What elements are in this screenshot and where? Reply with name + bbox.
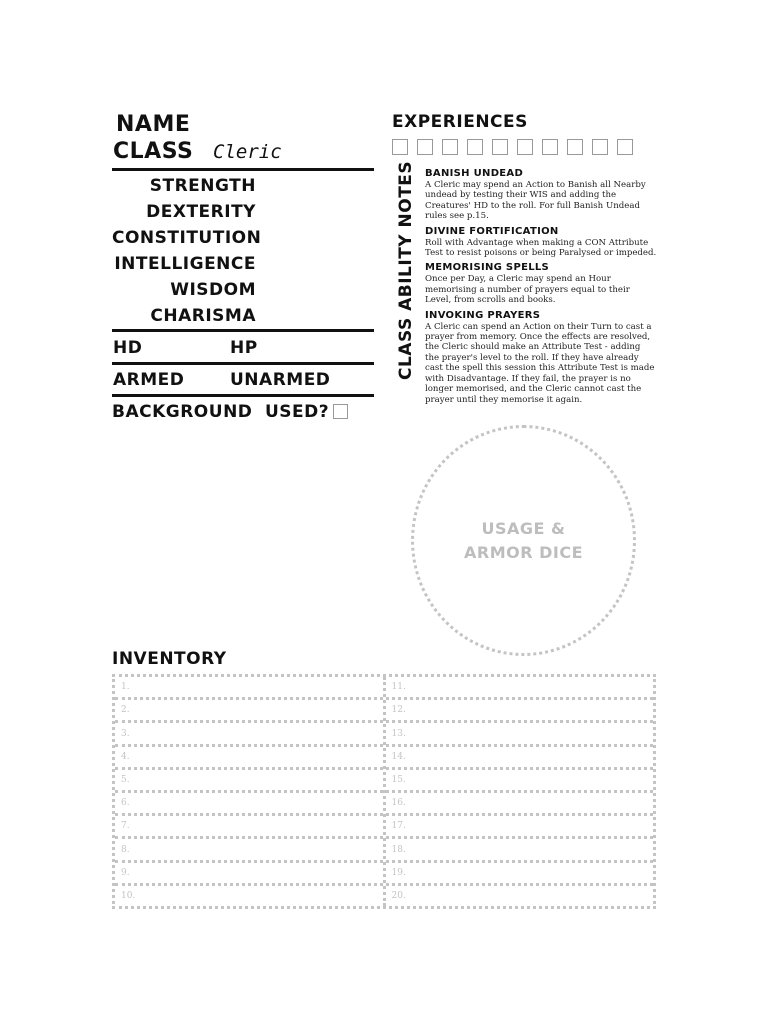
note-title: DIVINE FORTIFICATION — [425, 225, 559, 237]
note-banish-undead — [425, 168, 657, 222]
experience-checkbox[interactable] — [467, 139, 483, 155]
name-label: NAME — [116, 112, 191, 137]
experience-checkbox[interactable] — [442, 139, 458, 155]
experiences-title: EXPERIENCES — [392, 112, 528, 132]
note-title: MEMORISING SPELLS — [425, 262, 550, 274]
experience-checkboxes — [392, 139, 633, 155]
inventory-grid — [112, 674, 656, 909]
inventory-slot[interactable]: 11. — [386, 677, 654, 700]
note-divine-fortification — [425, 226, 657, 259]
inventory-slot[interactable]: 10. — [121, 890, 136, 901]
dice-label-line2: ARMOR DICE — [463, 542, 584, 562]
class-label: CLASS — [113, 139, 194, 164]
inventory-column-right — [383, 677, 654, 906]
experience-checkbox[interactable] — [567, 139, 583, 155]
usage-armor-dice-circle[interactable] — [411, 425, 636, 656]
note-text: Roll with Advantage when making a CON Attribute Test to resist poisons or being Paralysed or impeded. — [425, 237, 657, 259]
experience-checkbox[interactable] — [542, 139, 558, 155]
experience-checkbox[interactable] — [492, 139, 508, 155]
note-title: BANISH UNDEAD — [425, 168, 524, 179]
experience-checkbox[interactable] — [617, 139, 633, 155]
inventory-title: INVENTORY — [112, 649, 227, 669]
inventory-column-left — [115, 677, 383, 906]
inventory-slot[interactable]: 7. — [115, 816, 383, 839]
attribute-constitution: CONSTITUTION — [112, 228, 262, 248]
hp-label: HP — [230, 338, 258, 358]
inventory-slot[interactable]: 18. — [386, 839, 654, 862]
inventory-slot[interactable]: 5. — [115, 770, 383, 793]
inventory-slot[interactable]: 13. — [386, 723, 654, 746]
hd-label: HD — [113, 338, 143, 358]
armed-label: ARMED — [113, 370, 185, 390]
attribute-charisma: CHARISMA — [150, 306, 256, 326]
divider-armed — [112, 394, 374, 397]
experience-checkbox[interactable] — [592, 139, 608, 155]
inventory-slot[interactable]: 17. — [386, 816, 654, 839]
class-value[interactable]: Cleric — [213, 141, 282, 163]
experience-checkbox[interactable] — [517, 139, 533, 155]
inventory-slot[interactable]: 12. — [386, 700, 654, 723]
used-checkbox[interactable] — [333, 404, 348, 419]
note-text: Once per Day, a Cleric may spend an Hour memorising a number of prayers equal to their Level, from scrolls and books. — [425, 274, 630, 306]
attribute-list — [112, 173, 262, 329]
note-title: INVOKING PRAYERS — [425, 309, 541, 321]
attribute-wisdom: WISDOM — [170, 280, 256, 300]
attribute-strength: STRENGTH — [149, 176, 256, 196]
divider-attributes — [112, 329, 374, 332]
inventory-slot[interactable]: 2. — [115, 700, 383, 723]
inventory-slot[interactable]: 8. — [115, 839, 383, 862]
note-memorising-spells — [425, 262, 657, 305]
unarmed-label: UNARMED — [230, 370, 331, 390]
divider-top — [112, 168, 374, 171]
attribute-intelligence: INTELLIGENCE — [114, 254, 256, 274]
inventory-slot[interactable]: 6. — [115, 793, 383, 816]
inventory-slot[interactable]: 4. — [115, 747, 383, 770]
inventory-slot[interactable]: 16. — [386, 793, 654, 816]
used-label: USED? — [265, 402, 330, 422]
ability-notes — [425, 168, 657, 409]
divider-hd — [112, 362, 374, 365]
dice-label — [464, 517, 583, 565]
inventory-slot[interactable]: 19. — [386, 863, 654, 886]
class-ability-notes-title: CLASS ABILITY NOTES — [396, 160, 416, 380]
attribute-dexterity: DEXTERITY — [146, 202, 256, 222]
inventory-slot[interactable]: 20. — [391, 890, 406, 901]
note-text: A Cleric can spend an Action on their Turn to cast a prayer from memory. Once the effects are resolved, the Cleric should make an Attribute Test - adding the prayer's level to the roll. If they have already cast the spell this session this Attribute Test is made with Disadvantage. If they fail, the prayer is no longer memorised, and the Cleric cannot cast the prayer until they memorise it again. — [425, 321, 655, 405]
note-invoking-prayers — [425, 310, 657, 405]
note-text: A Cleric may spend an Action to Banish all Nearby undead by testing their WIS and adding the Creatures' HD to the roll. For full Banish Undead rules see p.15. — [425, 180, 646, 222]
experience-checkbox[interactable] — [417, 139, 433, 155]
inventory-slot[interactable]: 3. — [115, 723, 383, 746]
inventory-slot[interactable]: 14. — [386, 747, 654, 770]
inventory-slot[interactable]: 15. — [386, 770, 654, 793]
background-label: BACKGROUND — [112, 402, 253, 422]
inventory-slot[interactable]: 1. — [115, 677, 383, 700]
inventory-slot[interactable]: 9. — [115, 863, 383, 886]
dice-label-line1: USAGE & — [481, 518, 566, 538]
experience-checkbox[interactable] — [392, 139, 408, 155]
